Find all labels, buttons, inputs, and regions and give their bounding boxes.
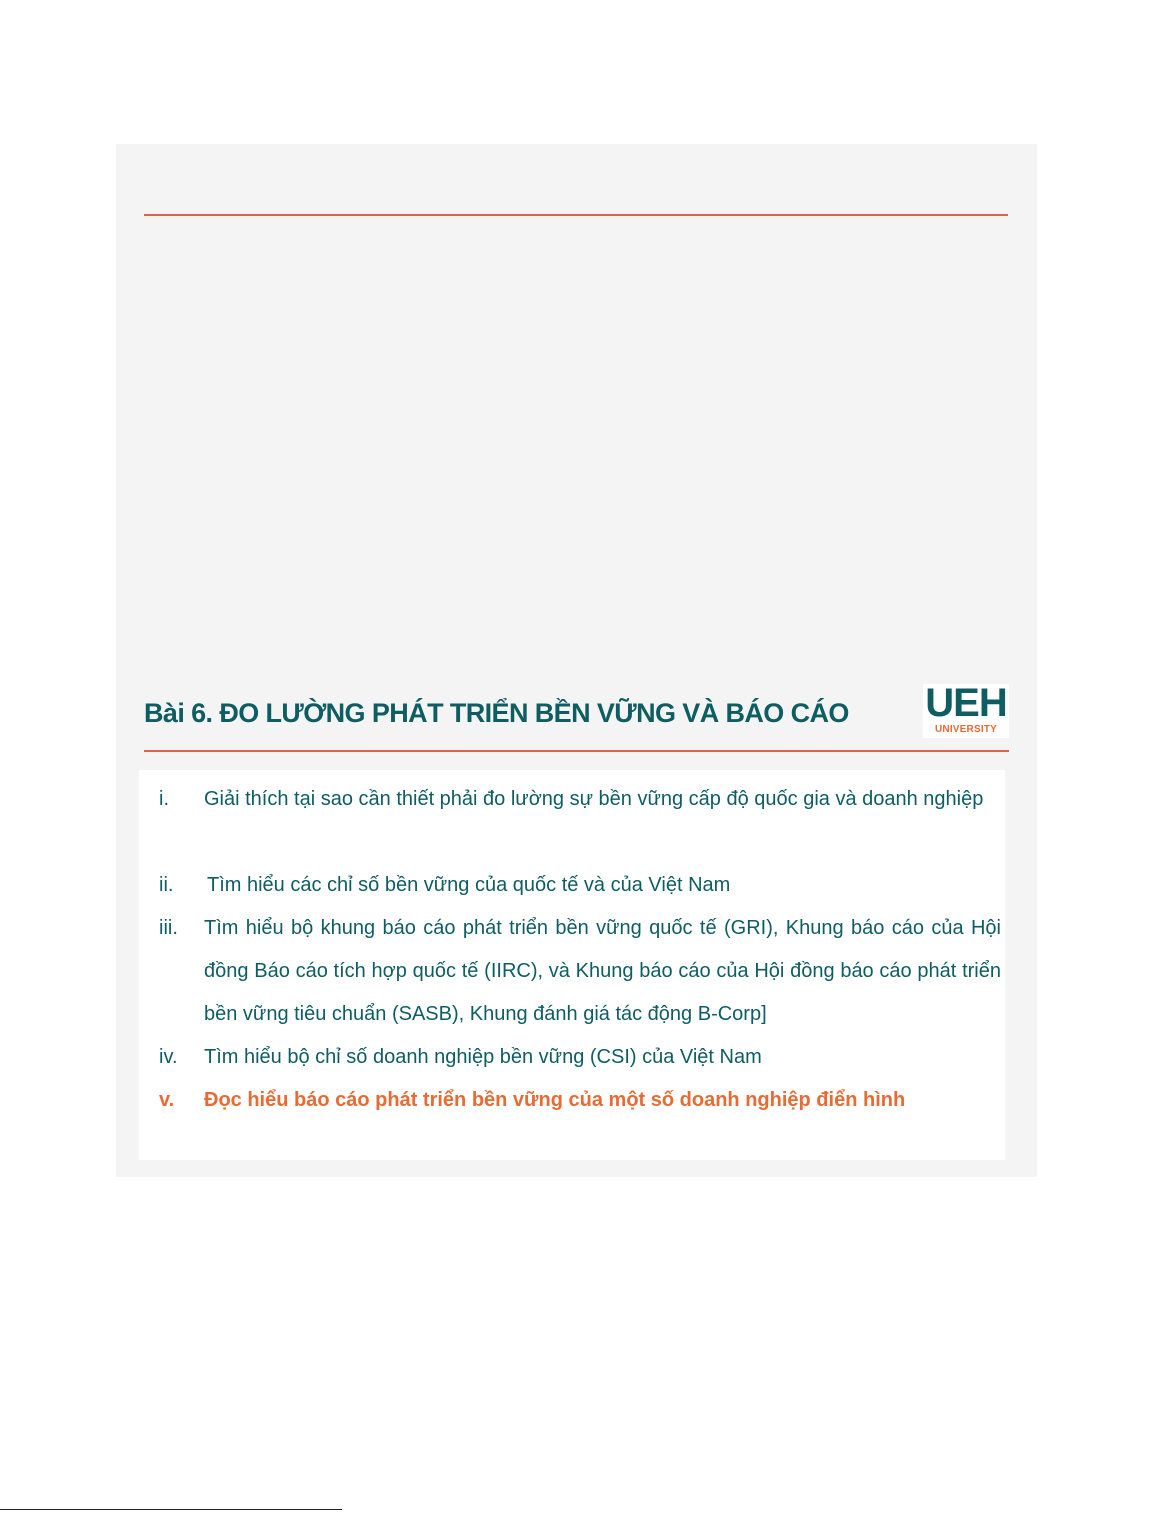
- list-item-number: iii.: [159, 917, 178, 939]
- list-item-number: v.: [159, 1089, 175, 1111]
- list-item-text: Tìm hiểu bộ chỉ số doanh nghiệp bền vững (CSI) của Việt Nam: [204, 1046, 762, 1068]
- slide-title: Bài 6. ĐO LƯỜNG PHÁT TRIỂN BỀN VỮNG VÀ BÁO CÁO: [144, 698, 849, 728]
- list-item-text: Đọc hiểu báo cáo phát triển bền vững của một số doanh nghiệp điển hình: [204, 1089, 906, 1111]
- list-item-text: Tìm hiểu các chỉ số bền vững của quốc tế và của Việt Nam: [207, 874, 731, 896]
- footnote-separator: [0, 1509, 342, 1510]
- logo-subtitle: UNIVERSITY: [934, 724, 997, 735]
- slide: [116, 144, 1037, 1177]
- ueh-logo: [923, 681, 1009, 738]
- list-item-number: iv.: [159, 1046, 178, 1068]
- list-item-text: Tìm hiểu bộ khung báo cáo phát triển bền vững quốc tế (GRI), Khung báo cáo của Hội đồng Báo cáo tích hợp quốc tế (IIRC), và Khung báo cáo của Hội đồng báo cáo phát triển bền vững tiêu chuẩn (SASB), Khung đánh giá tác động B-Corp]: [204, 917, 1001, 1025]
- list-item-text: Giải thích tại sao cần thiết phải đo lường sự bền vững cấp độ quốc gia và doanh nghiệp: [204, 788, 984, 810]
- logo-wordmark: UEH: [925, 681, 1007, 725]
- objectives-list: [139, 770, 1005, 1160]
- title-divider: [144, 750, 1009, 752]
- list-item-number: ii.: [159, 874, 174, 896]
- title-row: [144, 681, 1009, 744]
- top-divider: [144, 214, 1008, 216]
- list-item-number: i.: [159, 788, 169, 810]
